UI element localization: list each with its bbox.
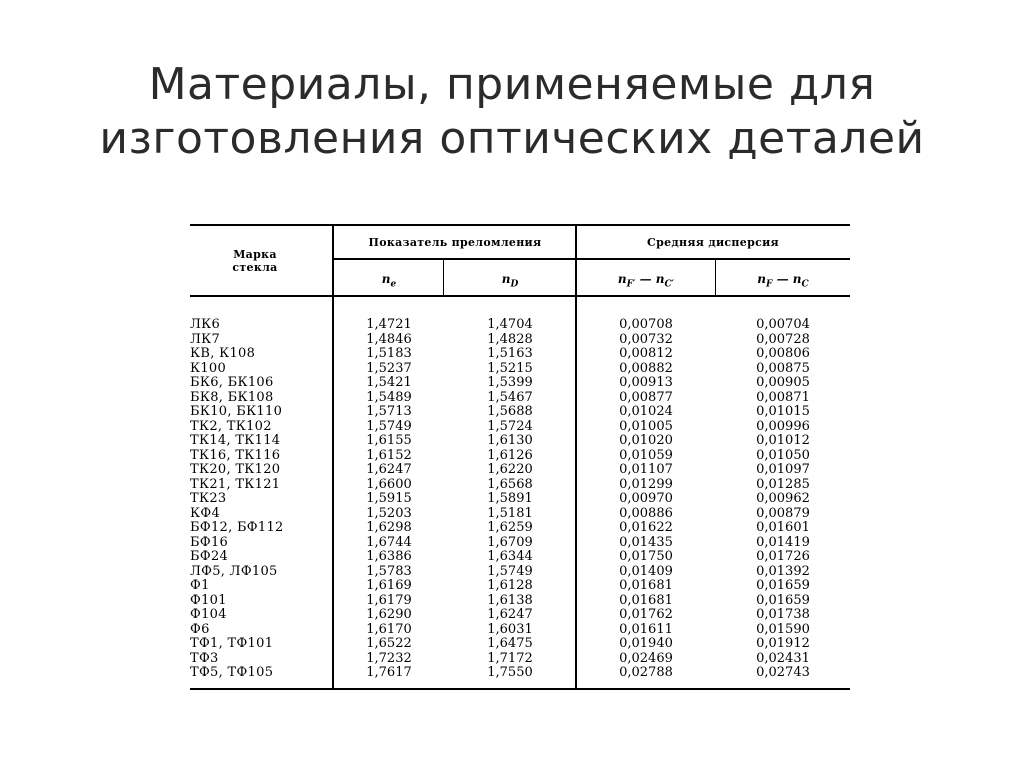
glass-table	[190, 224, 850, 690]
cell-dispersion-prime: 0,00970	[619, 491, 673, 506]
cell-dispersion: 0,01726	[756, 549, 810, 564]
table-row	[190, 579, 850, 594]
cell-nd: 1,5399	[487, 375, 533, 390]
header-brand: Марка стекла	[232, 248, 278, 274]
cell-dispersion: 0,00996	[756, 418, 810, 434]
rule-h-group	[333, 258, 850, 260]
cell-dispersion-prime: 0,01107	[619, 462, 673, 477]
cell-dispersion: 0,01738	[756, 607, 810, 622]
header-d2-n: n	[757, 272, 767, 286]
cell-dispersion-prime: 0,00886	[619, 505, 673, 521]
cell-dispersion: 0,00728	[756, 331, 810, 347]
cell-ne: 1,6386	[366, 549, 412, 564]
cell-ne: 1,5783	[366, 563, 412, 579]
table-row	[190, 347, 850, 362]
cell-nd: 1,5891	[487, 491, 533, 506]
cell-glass-brand: ТК2, ТК102	[190, 418, 272, 434]
header-refraction-group: Показатель преломления	[368, 236, 542, 249]
cell-dispersion: 0,00806	[756, 346, 810, 361]
header-dispersion-prime	[576, 272, 716, 289]
table-row	[190, 637, 850, 652]
table-row	[190, 608, 850, 623]
cell-glass-brand: ТФ5, ТФ105	[190, 665, 274, 680]
cell-dispersion-prime: 0,00732	[619, 331, 673, 347]
table-body	[190, 318, 850, 681]
cell-nd: 1,6220	[487, 462, 533, 477]
table-row	[190, 521, 850, 536]
table-row	[190, 449, 850, 464]
cell-glass-brand: Ф1	[190, 578, 210, 593]
cell-nd: 1,6259	[487, 520, 533, 535]
cell-dispersion-prime: 0,01750	[619, 549, 673, 564]
cell-glass-brand: БФ24	[190, 549, 229, 564]
header-ne	[334, 272, 444, 289]
slide-title-line-1: Материалы, применяемые для	[148, 59, 876, 110]
table-row	[190, 362, 850, 377]
cell-glass-brand: ЛК7	[190, 331, 221, 347]
table-row	[190, 391, 850, 406]
cell-glass-brand: ТФ1, ТФ101	[190, 636, 274, 651]
header-d2-mid: — n	[772, 272, 802, 286]
cell-dispersion-prime: 0,01020	[619, 433, 673, 448]
cell-dispersion-prime: 0,00913	[619, 375, 673, 390]
cell-ne: 1,6169	[366, 578, 412, 593]
cell-dispersion-prime: 0,01299	[619, 476, 673, 492]
cell-dispersion-prime: 0,00882	[619, 360, 673, 376]
table-row	[190, 405, 850, 420]
header-nd-n: n	[501, 272, 511, 286]
slide-title	[0, 58, 1024, 166]
table-row	[190, 550, 850, 565]
cell-ne: 1,5915	[366, 491, 412, 506]
cell-nd: 1,5181	[487, 505, 533, 521]
cell-glass-brand: Ф101	[190, 592, 227, 608]
cell-dispersion-prime: 0,02788	[619, 665, 673, 680]
cell-dispersion-prime: 0,01762	[619, 607, 673, 622]
table-row	[190, 478, 850, 493]
cell-dispersion: 0,00879	[756, 505, 810, 521]
cell-nd: 1,6709	[487, 534, 533, 550]
cell-glass-brand: Ф6	[190, 621, 210, 637]
cell-glass-brand: КФ4	[190, 505, 221, 521]
cell-dispersion: 0,00905	[756, 375, 810, 390]
cell-dispersion: 0,01097	[756, 462, 810, 477]
cell-nd: 1,6475	[487, 636, 533, 651]
cell-nd: 1,6344	[487, 549, 533, 564]
cell-ne: 1,5183	[366, 346, 412, 361]
cell-ne: 1,6290	[366, 607, 412, 622]
cell-ne: 1,5237	[366, 360, 412, 376]
table-row	[190, 333, 850, 348]
cell-nd: 1,6130	[487, 433, 533, 448]
cell-nd: 1,6568	[487, 476, 533, 492]
cell-glass-brand: БФ12, БФ112	[190, 520, 284, 535]
cell-dispersion: 0,01285	[756, 476, 810, 492]
table-row	[190, 565, 850, 580]
cell-dispersion-prime: 0,01059	[619, 447, 673, 463]
cell-dispersion: 0,00704	[756, 317, 810, 332]
cell-ne: 1,6179	[366, 592, 412, 608]
header-d1-n: n	[617, 272, 627, 286]
header-d1-sub1: F′	[626, 279, 636, 290]
table-row	[190, 318, 850, 333]
cell-ne: 1,7232	[366, 650, 412, 666]
table-row	[190, 492, 850, 507]
cell-nd: 1,5749	[487, 563, 533, 579]
cell-ne: 1,6600	[366, 476, 412, 492]
cell-ne: 1,5713	[366, 404, 412, 419]
header-d2-sub1: F	[766, 279, 773, 290]
cell-glass-brand: БК10, БК110	[190, 404, 283, 419]
header-ne-n: n	[381, 272, 391, 286]
cell-ne: 1,7617	[366, 665, 412, 680]
cell-glass-brand: ТК14, ТК114	[190, 433, 281, 448]
cell-dispersion: 0,01912	[756, 636, 810, 651]
cell-glass-brand: ТФ3	[190, 650, 219, 666]
cell-dispersion-prime: 0,01940	[619, 636, 673, 651]
table-row	[190, 652, 850, 667]
header-d1-sub2: C′	[664, 279, 675, 290]
header-d2-sub2: C	[801, 279, 809, 290]
cell-dispersion: 0,02431	[756, 650, 810, 666]
table-row	[190, 434, 850, 449]
cell-dispersion: 0,01601	[756, 520, 810, 535]
rule-h-header	[190, 295, 850, 297]
cell-dispersion: 0,01659	[756, 592, 810, 608]
cell-dispersion-prime: 0,02469	[619, 650, 673, 666]
table-row	[190, 376, 850, 391]
cell-glass-brand: ТК16, ТК116	[190, 447, 281, 463]
header-ne-sub: e	[390, 279, 397, 290]
cell-dispersion-prime: 0,01409	[619, 563, 673, 579]
cell-dispersion-prime: 0,01024	[619, 404, 673, 419]
cell-dispersion-prime: 0,00877	[619, 389, 673, 405]
table-row	[190, 507, 850, 522]
cell-nd: 1,7550	[487, 665, 533, 680]
table-row	[190, 666, 850, 681]
rule-v-disp	[715, 259, 716, 295]
header-d1-mid: — n	[635, 272, 665, 286]
cell-dispersion: 0,01015	[756, 404, 810, 419]
cell-ne: 1,4846	[366, 331, 412, 347]
cell-nd: 1,4828	[487, 331, 533, 347]
cell-nd: 1,6247	[487, 607, 533, 622]
cell-nd: 1,5724	[487, 418, 533, 434]
cell-ne: 1,6522	[366, 636, 412, 651]
cell-glass-brand: БФ16	[190, 534, 229, 550]
cell-dispersion-prime: 0,00708	[619, 317, 673, 332]
cell-dispersion: 0,00871	[756, 389, 810, 405]
cell-nd: 1,4704	[487, 317, 533, 332]
cell-nd: 1,6138	[487, 592, 533, 608]
cell-dispersion-prime: 0,01005	[619, 418, 673, 434]
cell-glass-brand: БК8, БК108	[190, 389, 274, 405]
cell-nd: 1,5215	[487, 360, 533, 376]
cell-glass-brand: КВ, К108	[190, 346, 256, 361]
cell-dispersion: 0,01392	[756, 563, 810, 579]
cell-glass-brand: К100	[190, 360, 227, 376]
cell-dispersion: 0,00875	[756, 360, 810, 376]
cell-ne: 1,6170	[366, 621, 412, 637]
cell-nd: 1,7172	[487, 650, 533, 666]
cell-nd: 1,6031	[487, 621, 533, 637]
cell-ne: 1,6247	[366, 462, 412, 477]
cell-dispersion-prime: 0,00812	[619, 346, 673, 361]
table-row	[190, 594, 850, 609]
header-nd	[444, 272, 576, 289]
cell-dispersion: 0,01419	[756, 534, 810, 550]
cell-dispersion: 0,01050	[756, 447, 810, 463]
cell-nd: 1,6126	[487, 447, 533, 463]
cell-glass-brand: ТК20, ТК120	[190, 462, 281, 477]
header-nd-sub: D	[510, 279, 519, 290]
cell-nd: 1,5688	[487, 404, 533, 419]
cell-dispersion: 0,01659	[756, 578, 810, 593]
cell-ne: 1,6152	[366, 447, 412, 463]
cell-ne: 1,4721	[366, 317, 412, 332]
table-row	[190, 463, 850, 478]
cell-dispersion: 0,01590	[756, 621, 810, 637]
cell-ne: 1,6155	[366, 433, 412, 448]
cell-ne: 1,6298	[366, 520, 412, 535]
cell-ne: 1,5489	[366, 389, 412, 405]
cell-ne: 1,5749	[366, 418, 412, 434]
cell-ne: 1,5421	[366, 375, 412, 390]
cell-nd: 1,5163	[487, 346, 533, 361]
cell-ne: 1,6744	[366, 534, 412, 550]
cell-dispersion-prime: 0,01681	[619, 578, 673, 593]
cell-glass-brand: Ф104	[190, 607, 227, 622]
cell-dispersion-prime: 0,01611	[619, 621, 673, 637]
cell-nd: 1,6128	[487, 578, 533, 593]
cell-dispersion-prime: 0,01622	[619, 520, 673, 535]
cell-glass-brand: ЛК6	[190, 317, 221, 332]
rule-v-ne	[443, 259, 444, 295]
cell-dispersion: 0,01012	[756, 433, 810, 448]
cell-glass-brand: БК6, БК106	[190, 375, 274, 390]
cell-ne: 1,5203	[366, 505, 412, 521]
cell-dispersion-prime: 0,01435	[619, 534, 673, 550]
table-row	[190, 420, 850, 435]
cell-dispersion: 0,02743	[756, 665, 810, 680]
table-row	[190, 623, 850, 638]
header-dispersion	[716, 272, 850, 289]
cell-glass-brand: ТК21, ТК121	[190, 476, 281, 492]
cell-glass-brand: ЛФ5, ЛФ105	[190, 563, 278, 579]
header-dispersion-group: Средняя дисперсия	[647, 236, 779, 249]
cell-glass-brand: ТК23	[190, 491, 227, 506]
cell-nd: 1,5467	[487, 389, 533, 405]
table-row	[190, 536, 850, 551]
cell-dispersion: 0,00962	[756, 491, 810, 506]
cell-dispersion-prime: 0,01681	[619, 592, 673, 608]
slide-title-line-2: изготовления оптических деталей	[99, 113, 925, 164]
